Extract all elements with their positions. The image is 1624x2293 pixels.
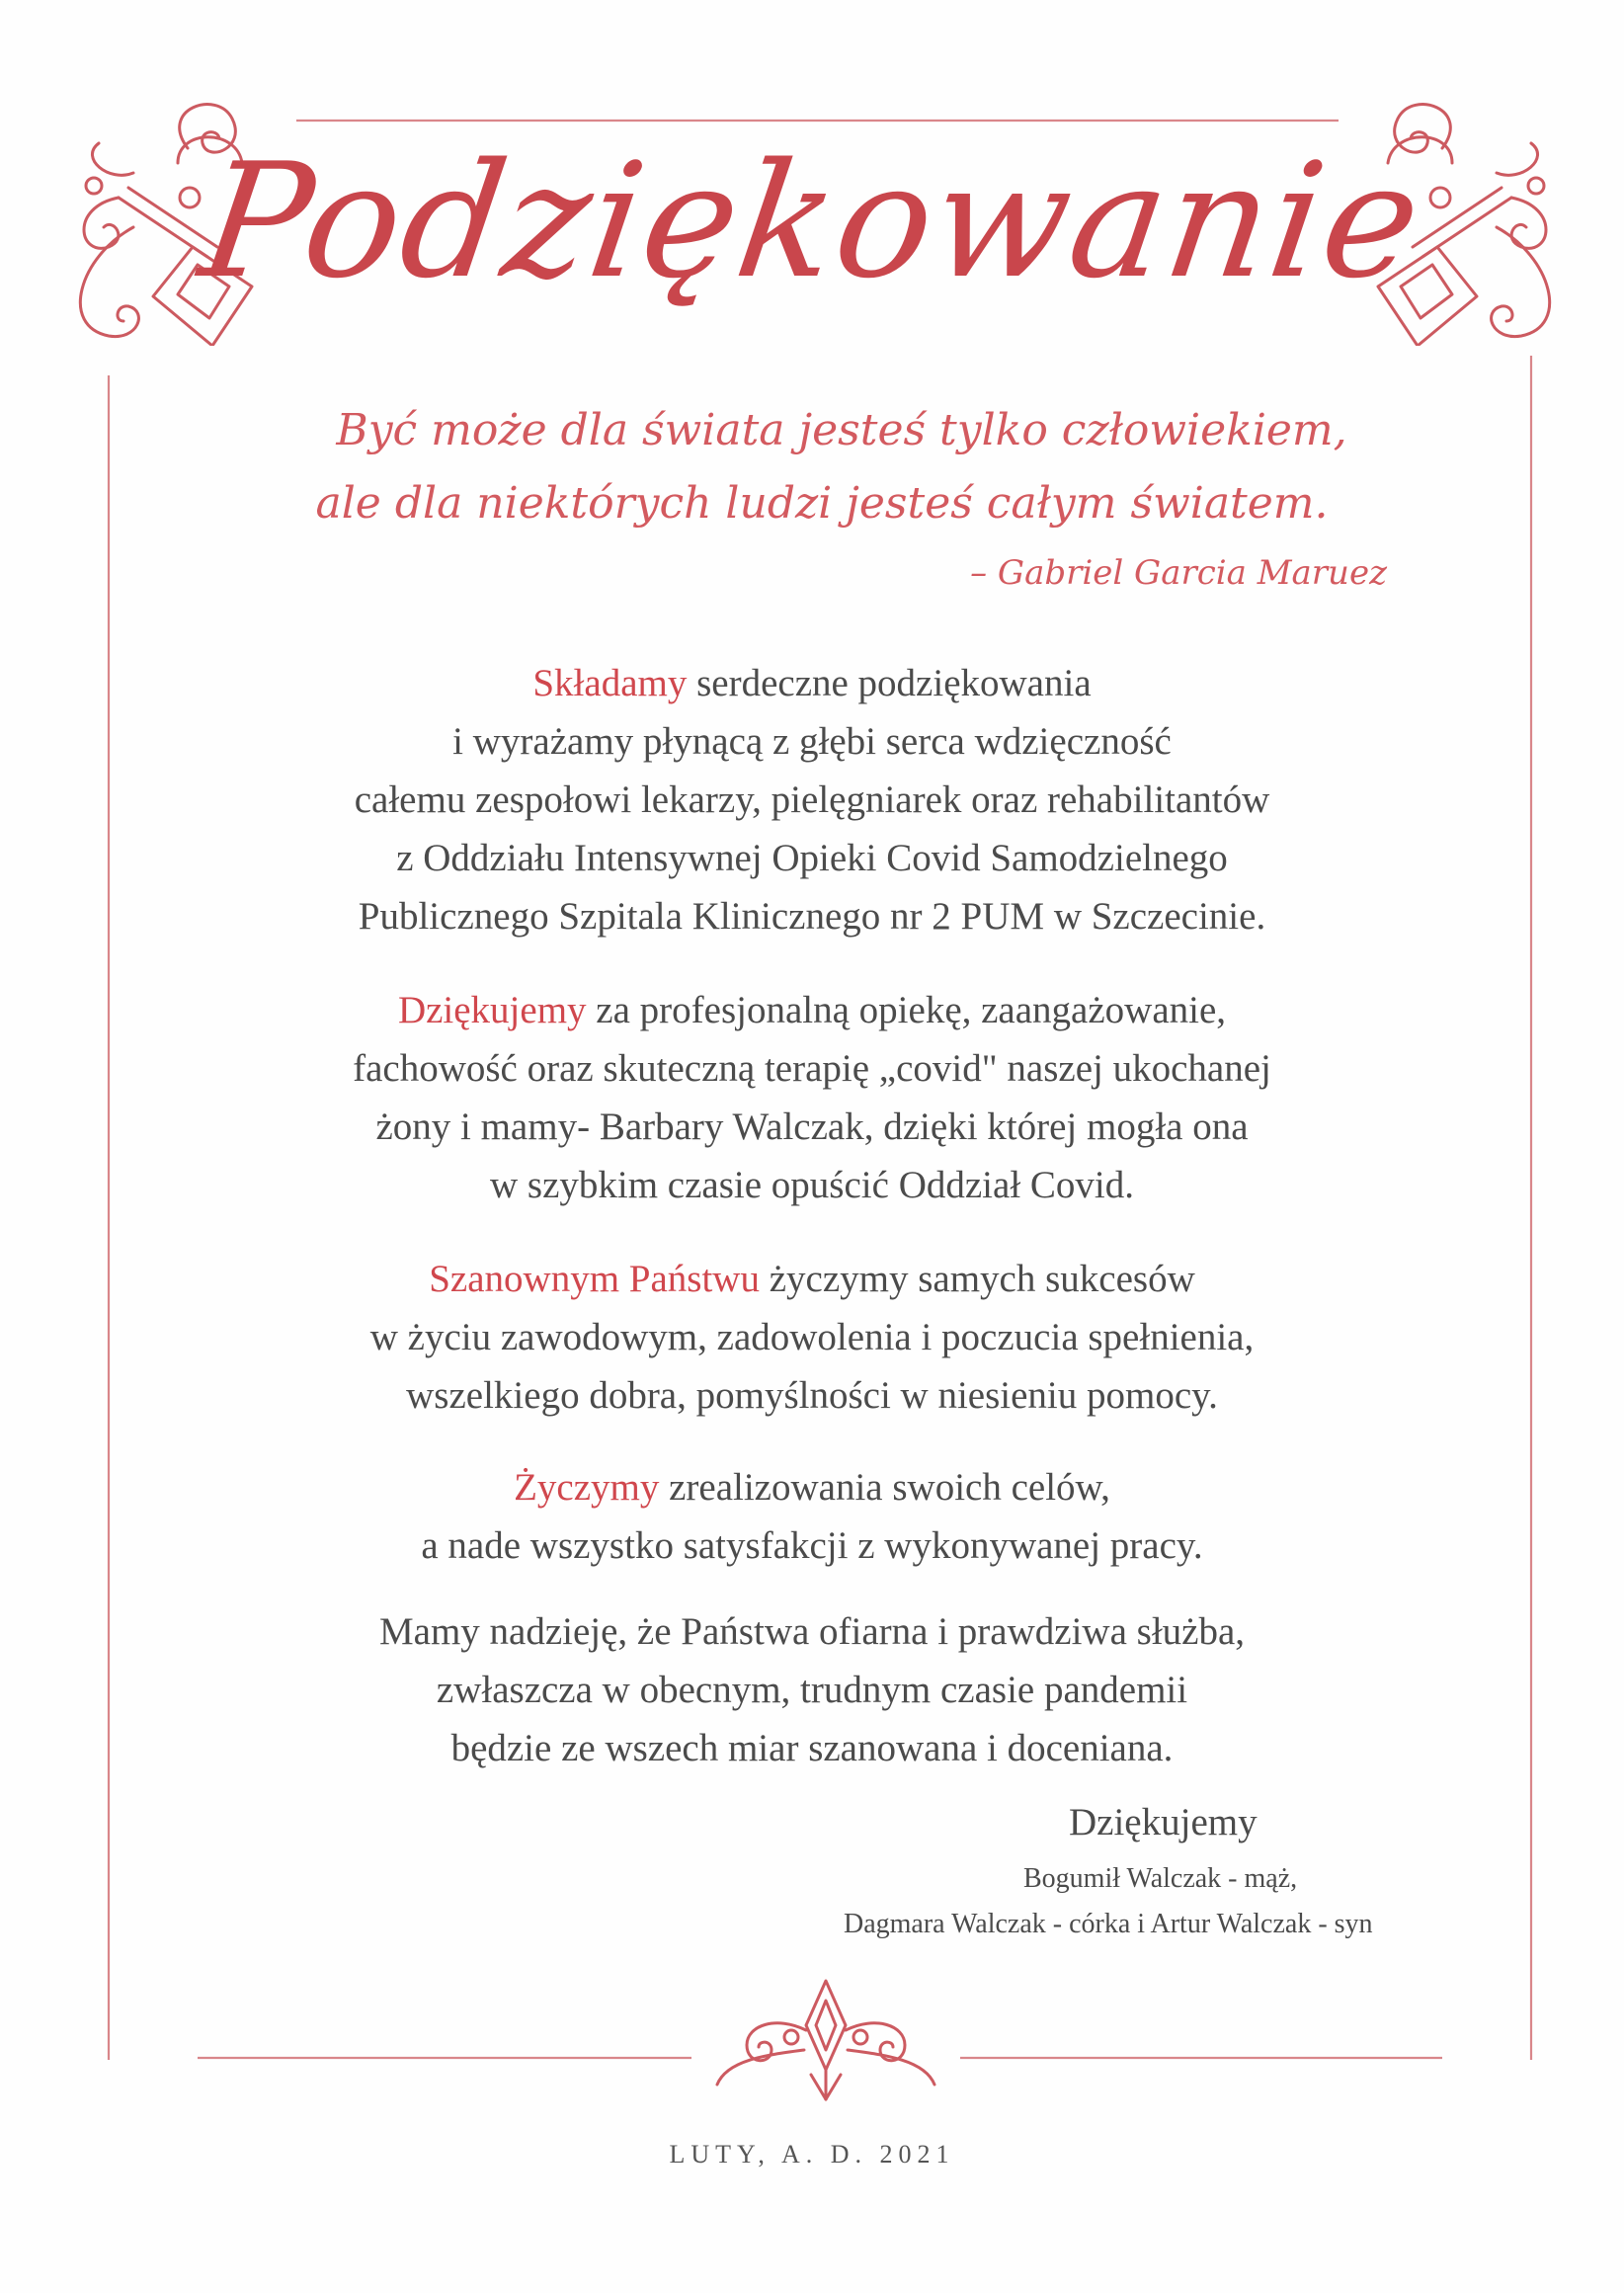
paragraph-lead: Składamy xyxy=(532,662,688,704)
signature-line-2: Dagmara Walczak - córka i Artur Walczak - syn xyxy=(844,1909,1373,1939)
paragraph-line: Publicznego Szpitala Klinicznego nr 2 PUM w Szczecinie. xyxy=(358,895,1266,938)
paragraph-line: a nade wszystko satysfakcji z wykonywanej pracy. xyxy=(421,1524,1203,1567)
paragraph-goals xyxy=(0,1458,1624,1575)
paragraph-line: całemu zespołowi lekarzy, pielęgniarek oraz rehabilitantów xyxy=(354,778,1270,821)
paragraph-lead: Szanownym Państwu xyxy=(429,1258,760,1300)
signature-closing: Dziękujemy xyxy=(1069,1801,1258,1843)
paragraph-thanks xyxy=(0,654,1624,945)
paragraph-hope xyxy=(0,1602,1624,1777)
signature-line-1: Bogumił Walczak - mąż, xyxy=(1023,1863,1298,1894)
quote-author: – Gabriel Garcia Maruez xyxy=(970,553,1387,593)
paragraph-line: będzie ze wszech miar szanowana i doceniana. xyxy=(450,1727,1174,1769)
paragraph-line: i wyrażamy płynącą z głębi serca wdzięczność xyxy=(452,720,1172,763)
paragraph-wishes xyxy=(0,1250,1624,1425)
paragraph-line: wszelkiego dobra, pomyślności w niesieniu pomocy. xyxy=(406,1374,1218,1417)
bottom-ornament-icon xyxy=(707,1976,944,2104)
quote-line-2: ale dla niektórych ludzi jesteś całym światem. xyxy=(315,478,1329,529)
paragraph-line: fachowość oraz skuteczną terapię „covid" naszej ukochanej xyxy=(353,1047,1271,1090)
paragraph-line: Mamy nadzieję, że Państwa ofiarna i prawdziwa służba, xyxy=(378,1610,1246,1653)
paragraph-line: zrealizowania swoich celów, xyxy=(659,1466,1110,1509)
paragraph-line: w życiu zawodowym, zadowolenia i poczucia spełnienia, xyxy=(369,1316,1255,1358)
paragraph-line: żony i mamy- Barbary Walczak, dzięki której mogła ona xyxy=(375,1106,1249,1148)
paragraph-gratitude xyxy=(0,981,1624,1214)
paragraph-line: zwłaszcza w obecnym, trudnym czasie pandemii xyxy=(436,1669,1188,1711)
paragraph-line: życzymy samych sukcesów xyxy=(759,1258,1195,1300)
paragraph-line: w szybkim czasie opuścić Oddział Covid. xyxy=(489,1164,1134,1206)
page-title: Podziękowanie xyxy=(191,128,1433,313)
quote-line-1: Być może dla świata jesteś tylko człowiekiem, xyxy=(336,405,1347,455)
paragraph-line: za profesjonalną opiekę, zaangażowanie, xyxy=(586,989,1227,1031)
paragraph-line: z Oddziału Intensywnej Opieki Covid Samodzielnego xyxy=(396,837,1228,879)
paragraph-lead: Dziękujemy xyxy=(397,989,587,1031)
paragraph-lead: Życzymy xyxy=(514,1466,660,1509)
document-date: LUTY, A. D. 2021 xyxy=(669,2140,955,2169)
paragraph-line: serdeczne podziękowania xyxy=(687,662,1092,704)
